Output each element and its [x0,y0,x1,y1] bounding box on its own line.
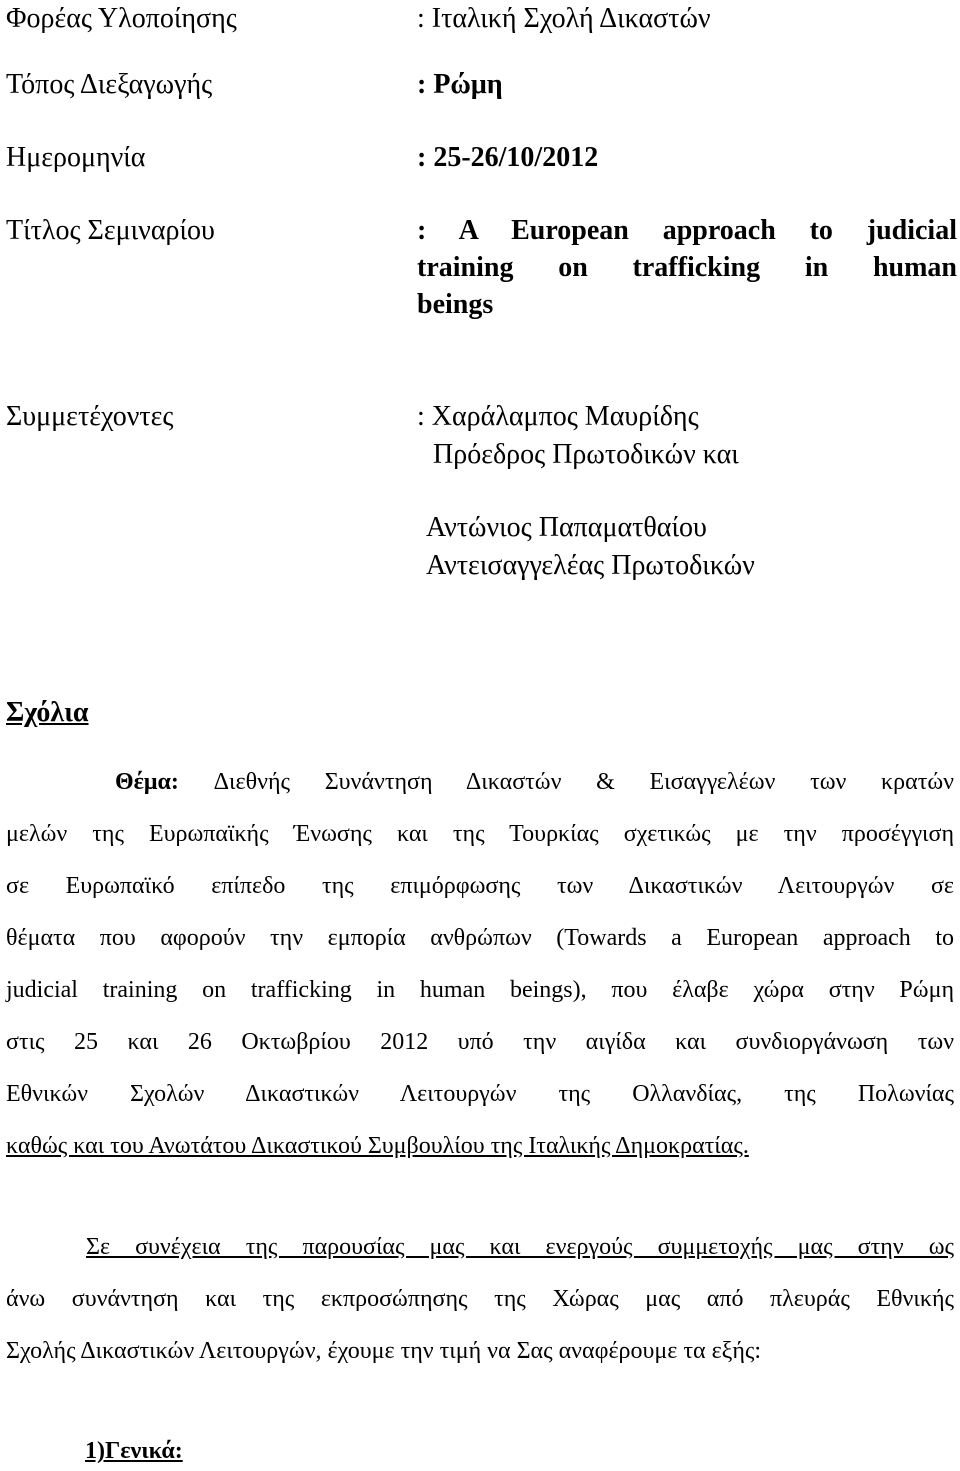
seminar-title-label: Τίτλος Σεμιναρίου [6,215,215,246]
date-label: Ημερομηνία [6,142,146,173]
date-value: : 25-26/10/2012 [417,142,599,173]
paragraph-line: θέματα που αφορούν την εμπορία ανθρώπων (Towards a European approach to [6,925,954,951]
comments-heading: Σχόλια [6,697,89,728]
implementing-body-value: : Ιταλική Σχολή Δικαστών [417,3,711,34]
paragraph-line: στις 25 και 26 Οκτωβρίου 2012 υπό την αιγίδα και συνδιοργάνωση των [6,1029,954,1055]
topic-label: Θέμα: [115,769,179,795]
section-heading: 1)Γενικά: [85,1438,183,1464]
paragraph-line: judicial training on trafficking in human beings), που έλαβε χώρα στην Ρώμη [6,977,954,1003]
implementing-body-label: Φορέας Υλοποίησης [6,3,237,34]
paragraph-line: άνω συνάντηση και της εκπροσώπησης της Χώρας μας από πλευράς Εθνικής [6,1286,954,1312]
paragraph-line: Θέμα: Διεθνής Συνάντηση Δικαστών & Εισαγγελέων των κρατών [115,769,954,795]
paragraph-line: Σχολής Δικαστικών Λειτουργών, έχουμε την τιμή να Σας αναφέρουμε τα εξής: [6,1338,762,1364]
participant-2-name: Αντώνιος Παπαματθαίου [426,512,707,543]
seminar-title-line: beings [417,289,494,320]
participant-1-name: : Χαράλαμπος Μαυρίδης [417,401,699,432]
paragraph-line: μελών της Ευρωπαϊκής Ένωσης και της Τουρκίας σχετικώς με την προσέγγιση [6,821,954,847]
participant-1-role: Πρόεδρος Πρωτοδικών και [433,439,739,470]
seminar-title-value [417,212,957,323]
venue-value: : Ρώμη [417,69,503,100]
venue-label: Τόπος Διεξαγωγής [6,69,213,100]
participant-2-role: Αντεισαγγελέας Πρωτοδικών [426,550,755,581]
paragraph-line: Εθνικών Σχολών Δικαστικών Λειτουργών της Ολλανδίας, της Πολωνίας [6,1081,954,1107]
seminar-title-line: : A European approach to judicial [417,215,957,246]
paragraph-line: καθώς και του Ανωτάτου Δικαστικού Συμβουλίου της Ιταλικής Δημοκρατίας. [6,1133,749,1159]
paragraph-line: Σε συνέχεια της παρουσίας μας και ενεργούς συμμετοχής μας στην ως [86,1234,954,1260]
paragraph-line: σε Ευρωπαϊκό επίπεδο της επιμόρφωσης των Δικαστικών Λειτουργών σε [6,873,954,899]
seminar-title-line: training on trafficking in human [417,252,957,283]
participants-label: Συμμετέχοντες [6,401,174,432]
